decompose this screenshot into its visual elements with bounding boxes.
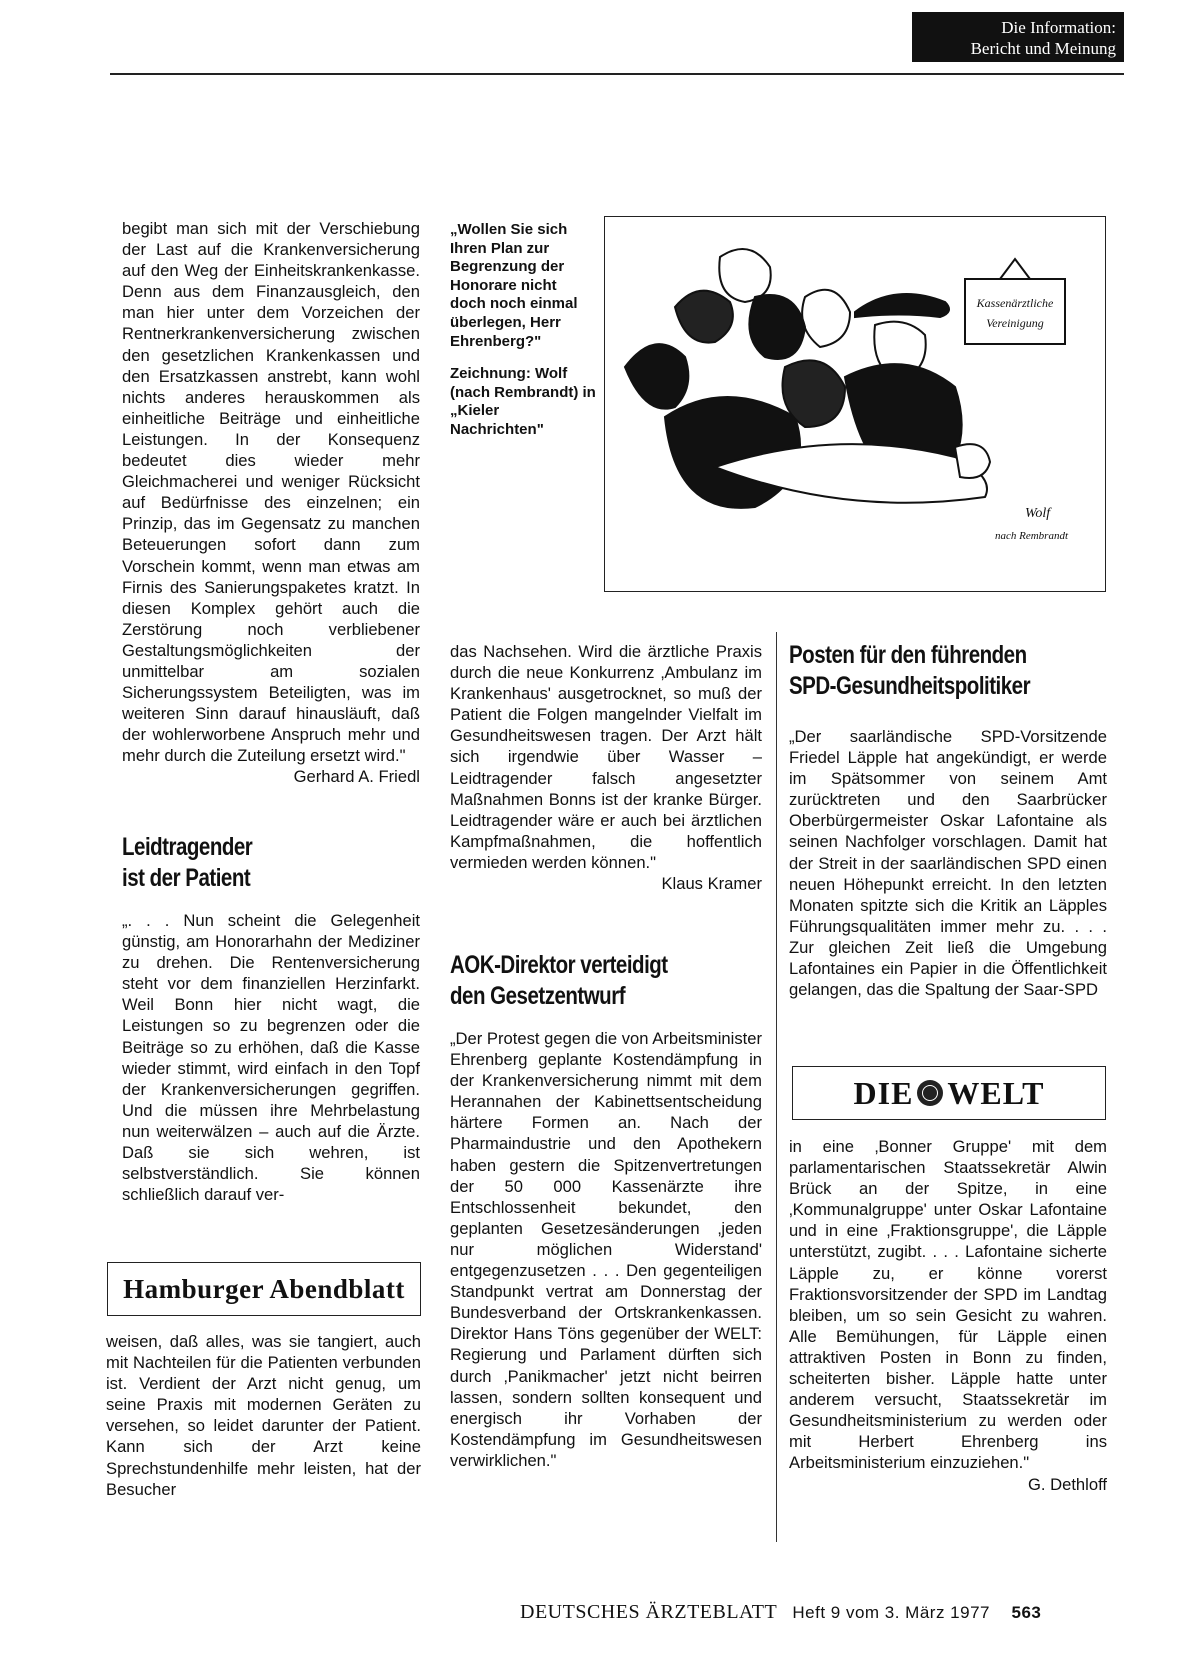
section-badge: [912, 12, 1124, 62]
col3-paragraph2: in eine ‚Bonner Gruppe' mit dem parlamentarischen Staatssekretär Alwin Brück an der Spitze, in eine ‚Kommunalgruppe' unter Oskar Lafontaine und in eine ‚Fraktionsgruppe', die Läpple unterstützt, zugibt. . . . Lafontaine sicherte Läpple zu, er könne vorerst Fraktionsvorsitzender der SPD im Landtag bleiben, um so sein Gesicht zu wahren. Alle Bemühungen, für Läpple einen attraktiven Posten in Bonn zu finden, scheiterten bisher. Läpple hatte unter anderem versucht, Staatssekretär im Gesundheitsministerium zu werden oder mit Herbert Ehrenberg ins Arbeitsministerium einzuziehen.": [789, 1137, 1107, 1473]
cartoon-image: [604, 216, 1106, 592]
cartoon-caption-credit: Zeichnung: Wolf (nach Rembrandt) in „Kieler Nachrichten": [450, 365, 596, 438]
col1-paragraph2: „. . . Nun scheint die Gelegenheit günstig, am Honorarhahn der Mediziner zu drehen. Die Rentenversicherung steht vor dem finanziellen Herzinfarkt. Weil Bonn hier nicht wagt, die Leistungen so zu begrenzen oder die Beiträge so zu erhöhen, daß die Kasse wieder stimmt, wird einfach in den Topf der Krankenversicherungen gegriffen. Und die müssen ihre Mehrbelastung nun weiterwälzen – auch auf die Ärzte. Daß sie sich wehren, ist selbstverständlich. Sie können schließlich darauf ver-: [122, 911, 420, 1205]
page-number: 563: [1011, 1603, 1042, 1622]
col2-heading2-line2: den Gesetzentwurf: [450, 982, 626, 1010]
col1-paragraph1: begibt man sich mit der Verschiebung der Last auf die Krankenversicherung auf den Weg der Einheitskrankenkasse. Denn aus dem Finanzausgleich, den man hier unter dem Vorzeichen der Rentnerkrankenversicherung zwischen den gesetzlichen Krankenkassen und den Ersatzkassen anstrebt, kann wohl nichts anderes herauskommen als einheitliche Beiträge und einheitliche Leistungen. In der Konsequenz bedeutet dies wieder mehr Gleichmacherei und weniger Rücksicht auf Bedürfnisse des einzelnen; ein Prinzip, das im Gegensatz zu manchen Beteuerungen sofort dann zum Vorschein kommt, wenn man etwas am Firnis des Sanierungspaketes kratzt. In diesen Komplex gehört auch die Zerstörung noch verbliebener Gestaltungsmöglichkeiten der unmittelbar am sozialen Sicherungssystem Beteiligten, was im weiteren Sinn darauf hinausläuft, daß der wohlerworbene Anspruch mehr und mehr durch die Zuteilung ersetzt wird.": [122, 219, 420, 766]
section-badge-line2: Bericht und Meinung: [970, 39, 1116, 58]
hamburger-abendblatt-logo: [107, 1262, 421, 1316]
col1-heading2-line1: Leidtragender: [122, 833, 253, 861]
sign-board: [965, 259, 1065, 344]
col1-author1: Gerhard A. Friedl: [293, 767, 420, 787]
globe-icon: [917, 1080, 943, 1106]
col1-text1: [122, 218, 420, 788]
rembrandt-parody-cartoon: [605, 217, 1105, 591]
col1-heading2-line2: ist der Patient: [122, 864, 251, 892]
sign-text-line2: Vereinigung: [986, 316, 1044, 330]
cartoon-artist-signature: Wolf: [1025, 506, 1051, 521]
col1-heading2: [122, 832, 252, 894]
die-welt-wordmark-right: WELT: [947, 1074, 1045, 1111]
hamburger-abendblatt-wordmark: Hamburger Abendblatt: [123, 1273, 405, 1304]
col3-heading-line1: Posten für den führenden: [789, 641, 1027, 669]
col2-heading2: [450, 950, 668, 1012]
col3-text1: [789, 726, 1107, 1000]
col3-paragraph1: „Der saarländische SPD-Vorsitzende Friedel Läpple hat angekündigt, er werde im Spätsommer von seinem Amt zurücktreten und den Saarbrücker Oberbürgermeister Oskar Lafontaine als seinen Nachfolger vorschlagen. Damit hat der Streit in der saarländischen SPD einen neuen Höhepunkt erreicht. In den letzten Monaten spitzte sich die Kritik an Läpples Führungsqualitäten immer mehr zu. . . . Zur gleichen Zeit ließ die Umgebung Lafontaines ein Papier in die Öffentlichkeit gelangen, das die Spaltung der Saar-SPD: [789, 727, 1107, 1000]
col3-heading: [789, 640, 1030, 702]
col2-heading2-line1: AOK-Direktor verteidigt: [450, 951, 668, 979]
journal-name: DEUTSCHES ÄRZTEBLATT: [520, 1601, 777, 1623]
die-welt-logo: [792, 1066, 1106, 1120]
col3-heading-line2: SPD-Gesundheitspolitiker: [789, 672, 1031, 700]
column-divider: [776, 632, 777, 1542]
col2-paragraph1: das Nachsehen. Wird die ärztliche Praxis durch die neue Konkurrenz ‚Ambulanz im Krankenhaus' ausgetrocknet, so muß der Patient die Folgen mangelnder Vielfalt im Gesundheitswesen tragen. Der Arzt hält sich irgendwie über Wasser – Leidtragender falsch angesetzter Maßnahmen Bonns ist der kranke Bürger. Leidtragender wäre er auch bei ärztlichen Kampfmaßnahmen, die hoffentlich vermieden werden können.": [450, 642, 762, 872]
cartoon-artist-note: nach Rembrandt: [995, 530, 1069, 542]
issue-info: Heft 9 vom 3. März 1977: [792, 1603, 990, 1622]
section-badge-line1: Die Information:: [1001, 18, 1116, 37]
page-footer: [520, 1601, 1041, 1624]
col2-author1: Klaus Kramer: [661, 874, 762, 894]
cartoon-caption: [450, 221, 596, 440]
col1-text3: [106, 1331, 421, 1500]
col1-paragraph3: weisen, daß alles, was sie tangiert, auch mit Nachteilen für die Patienten verbunden ist. Verdient der Arzt nicht genug, um seine Praxis mit modernen Geräten zu versehen, so leidet darunter der Patient. Kann sich der Arzt keine Sprechstundenhilfe mehr leisten, hat der Besucher: [106, 1332, 421, 1499]
col1-text2: [122, 910, 420, 1205]
col3-author: G. Dethloff: [1027, 1474, 1107, 1494]
sign-text-line1: Kassenärztliche: [976, 296, 1054, 310]
col2-text2: [450, 1028, 762, 1471]
col2-text1: [450, 641, 762, 894]
col2-paragraph2: „Der Protest gegen die von Arbeitsminister Ehrenberg geplante Kostendämpfung in der Krankenversicherung nimmt mit dem Herannahen der Kabinettsentscheidung härtere Formen an. Nach der Pharmaindustrie und den Apothekern haben gestern die Spitzenvertretungen der 50 000 Kassenärzte ihre Entschlossenheit bekundet, den geplanten Gesetzesänderungen ‚jeden nur möglichen Widerstand' entgegenzusetzen . . . Den gegenteiligen Standpunkt vertrat am Donnerstag der Bundesverband der Ortskrankenkassen. Direktor Hans Töns gegenüber der WELT: Regierung und Parlament dürften sich durch ‚Panikmacher' jetzt nicht beirren lassen, sondern sollten konsequent und energisch ihr Vorhaben der Kostendämpfung im Gesundheitswesen verwirklichen.": [450, 1029, 762, 1470]
cartoon-caption-quote: „Wollen Sie sich Ihren Plan zur Begrenzung der Honorare nicht doch noch einmal überlegen, Herr Ehrenberg?": [450, 221, 578, 350]
die-welt-wordmark-left: DIE: [853, 1074, 914, 1111]
top-rule: [110, 73, 1124, 75]
col3-text2: [789, 1136, 1107, 1495]
